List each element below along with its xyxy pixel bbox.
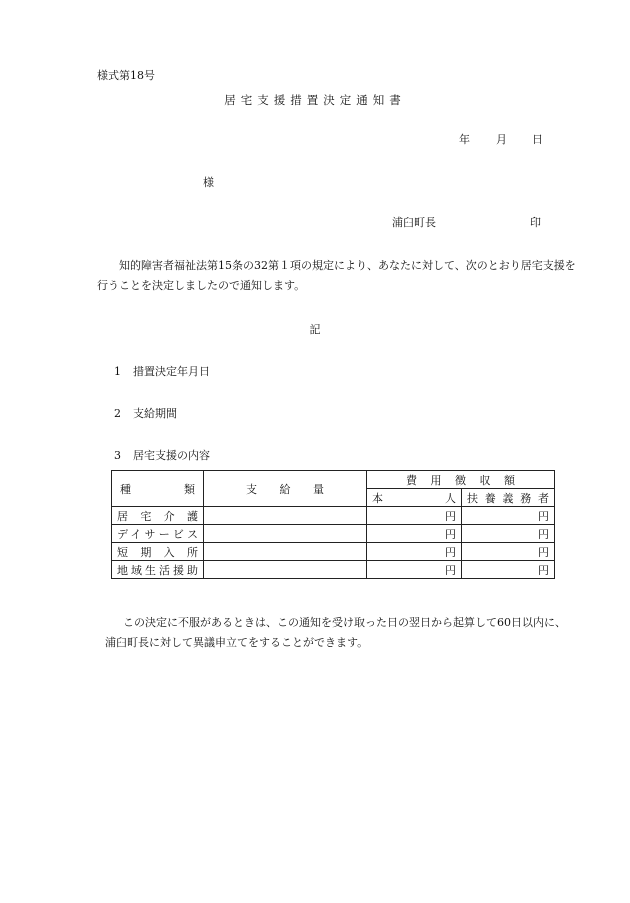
row-guardian-fee[interactable]: 円	[462, 507, 555, 525]
table-row	[112, 561, 555, 579]
item-support-content	[114, 447, 210, 463]
item-number: 3	[114, 449, 121, 462]
item-label: 支給期間	[133, 407, 177, 420]
date-day-label: 日	[532, 133, 543, 146]
row-type: デイサービス	[112, 525, 204, 543]
item-supply-period	[114, 405, 177, 421]
item-decision-date	[114, 363, 210, 379]
fee-table-header-row	[112, 471, 555, 489]
header-type: 種類	[112, 471, 204, 507]
seal-mark: 印	[530, 216, 541, 229]
document-title: 居宅支援措置決定通知書	[224, 93, 406, 107]
item-number: 2	[114, 407, 121, 420]
header-guardian: 扶養義務者	[462, 489, 555, 507]
issuer-name: 浦臼町長	[392, 216, 436, 229]
header-self: 本人	[367, 489, 462, 507]
row-self-fee[interactable]: 円	[367, 507, 462, 525]
header-amount: 支給量	[204, 471, 367, 507]
row-type: 居宅介護	[112, 507, 204, 525]
row-amount-cell[interactable]	[204, 543, 367, 561]
row-self-fee[interactable]: 円	[367, 525, 462, 543]
item-label: 措置決定年月日	[133, 365, 210, 378]
table-row	[112, 543, 555, 561]
row-type: 地域生活援助	[112, 561, 204, 579]
notice-body: 知的障害者福祉法第15条の32第１項の規定により、あなたに対して、次のとおり居宅支援を行うことを決定しましたので通知します。	[97, 259, 576, 292]
date-month-label: 月	[496, 133, 507, 146]
ki-heading: 記	[309, 323, 321, 336]
row-guardian-fee[interactable]: 円	[462, 525, 555, 543]
recipient-honorific: 様	[203, 176, 214, 189]
row-self-fee[interactable]: 円	[367, 543, 462, 561]
fee-table	[111, 470, 555, 579]
item-number: 1	[114, 365, 121, 378]
row-amount-cell[interactable]	[204, 525, 367, 543]
row-type: 短期入所	[112, 543, 204, 561]
table-row	[112, 525, 555, 543]
form-number: 様式第18号	[97, 69, 155, 82]
appeal-notice: この決定に不服があるときは、この通知を受け取った日の翌日から起算して60日以内に、浦臼町長に対して異議申立てをすることができます。	[105, 616, 566, 649]
row-guardian-fee[interactable]: 円	[462, 561, 555, 579]
row-self-fee[interactable]: 円	[367, 561, 462, 579]
item-label: 居宅支援の内容	[133, 449, 210, 462]
table-row	[112, 507, 555, 525]
row-amount-cell[interactable]	[204, 561, 367, 579]
row-amount-cell[interactable]	[204, 507, 367, 525]
date-line	[459, 131, 543, 147]
header-fee: 費用徴収額	[367, 471, 555, 489]
date-year-label: 年	[459, 133, 470, 146]
row-guardian-fee[interactable]: 円	[462, 543, 555, 561]
